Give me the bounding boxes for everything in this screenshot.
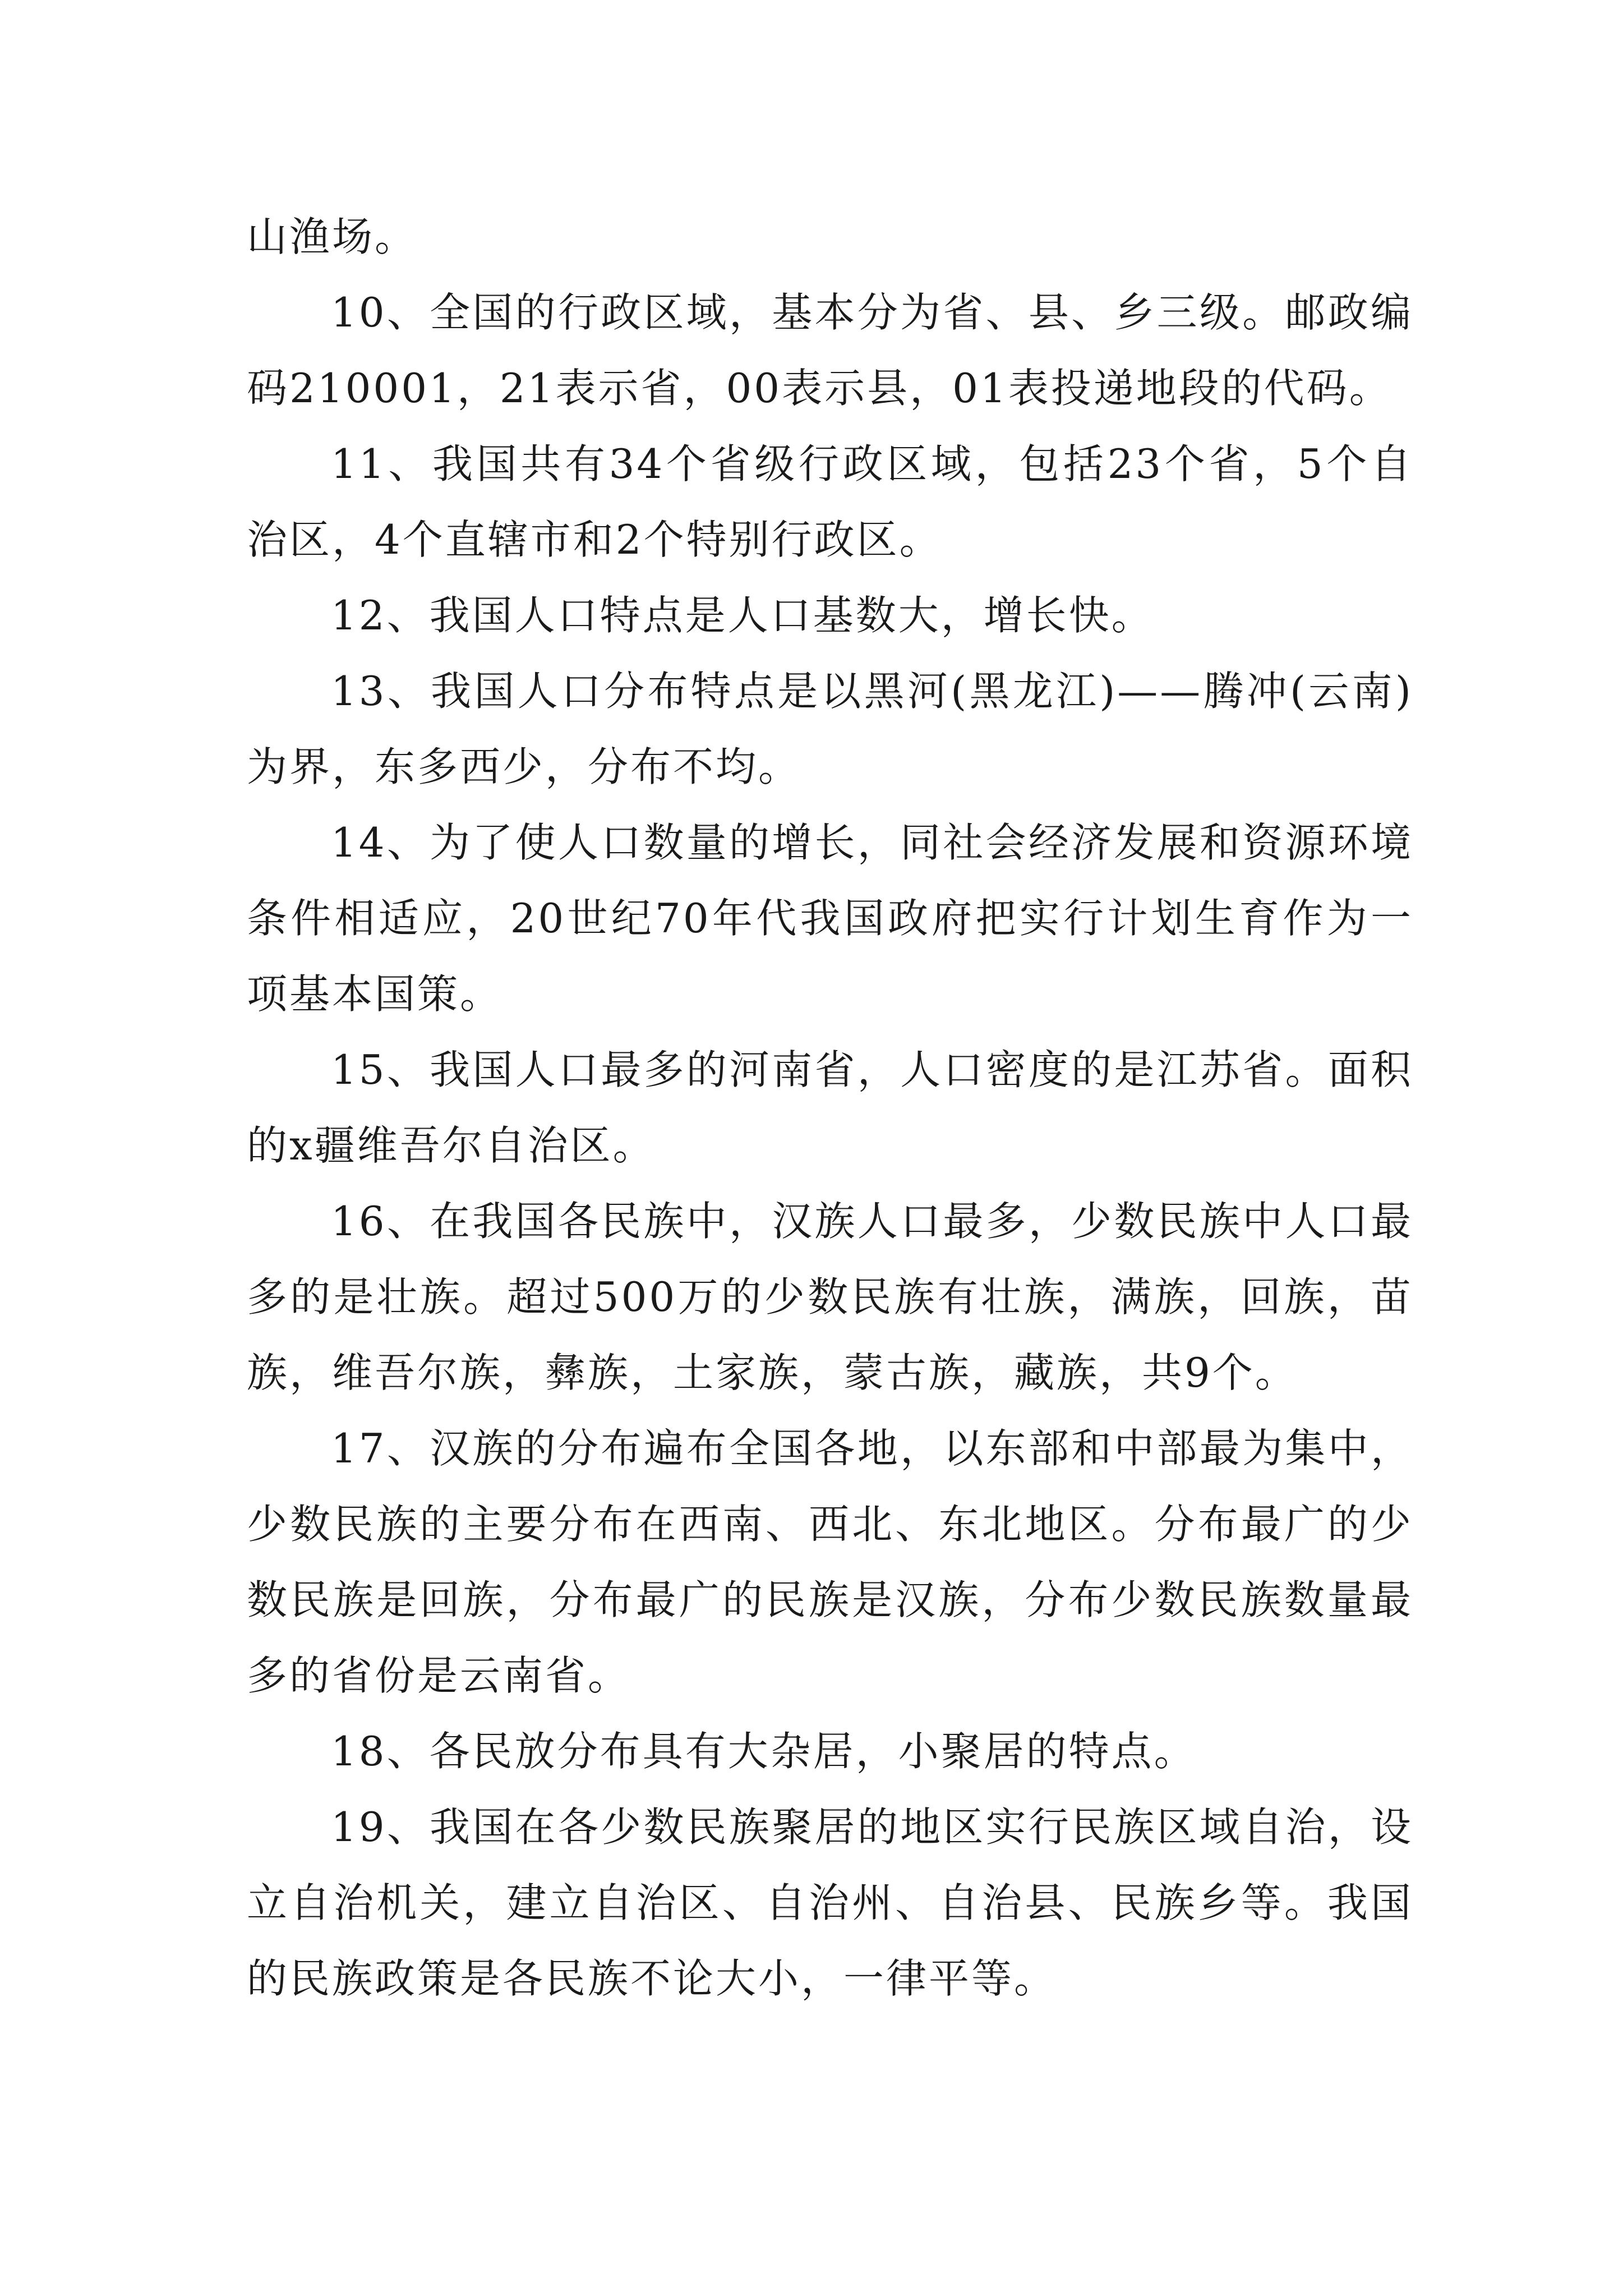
document-body xyxy=(247,199,1413,2017)
paragraph-item-10: 10、全国的行政区域，基本分为省、县、乡三级。邮政编码210001，21表示省，00表示县，01表投递地段的代码。 xyxy=(247,289,1413,412)
paragraph-item-16: 16、在我国各民族中，汉族人口最多，少数民族中人口最多的是壮族。超过500万的少数民族有壮族，满族，回族，苗族，维吾尔族，彝族，土家族，蒙古族，藏族，共9个。 xyxy=(247,1198,1413,1396)
paragraph-item-17: 17、汉族的分布遍布全国各地，以东部和中部最为集中，少数民族的主要分布在西南、西北、东北地区。分布最广的少数民族是回族，分布最广的民族是汉族，分布少数民族数量最多的省份是云南省。 xyxy=(247,1425,1413,1699)
paragraph-item-11: 11、我国共有34个省级行政区域，包括23个省，5个自治区，4个直辖市和2个特别行政区。 xyxy=(247,440,1413,563)
paragraph-item-15: 15、我国人口最多的河南省，人口密度的是江苏省。面积的x疆维吾尔自治区。 xyxy=(247,1046,1413,1169)
paragraph-item-14: 14、为了使人口数量的增长，同社会经济发展和资源环境条件相适应，20世纪70年代我国政府把实行计划生育作为一项基本国策。 xyxy=(247,819,1413,1018)
paragraph-item-12: 12、我国人口特点是人口基数大，增长快。 xyxy=(331,592,1154,639)
paragraph-continuation: 山渔场。 xyxy=(247,213,418,260)
paragraph-item-13: 13、我国人口分布特点是以黑河(黑龙江)——腾冲(云南)为界，东多西少，分布不均。 xyxy=(247,668,1413,790)
paragraph-item-18: 18、各民放分布具有大杂居，小聚居的特点。 xyxy=(331,1728,1197,1775)
paragraph-item-19: 19、我国在各少数民族聚居的地区实行民族区域自治，设立自治机关，建立自治区、自治州、自治县、民族乡等。我国的民族政策是各民族不论大小，一律平等。 xyxy=(247,1803,1413,2002)
